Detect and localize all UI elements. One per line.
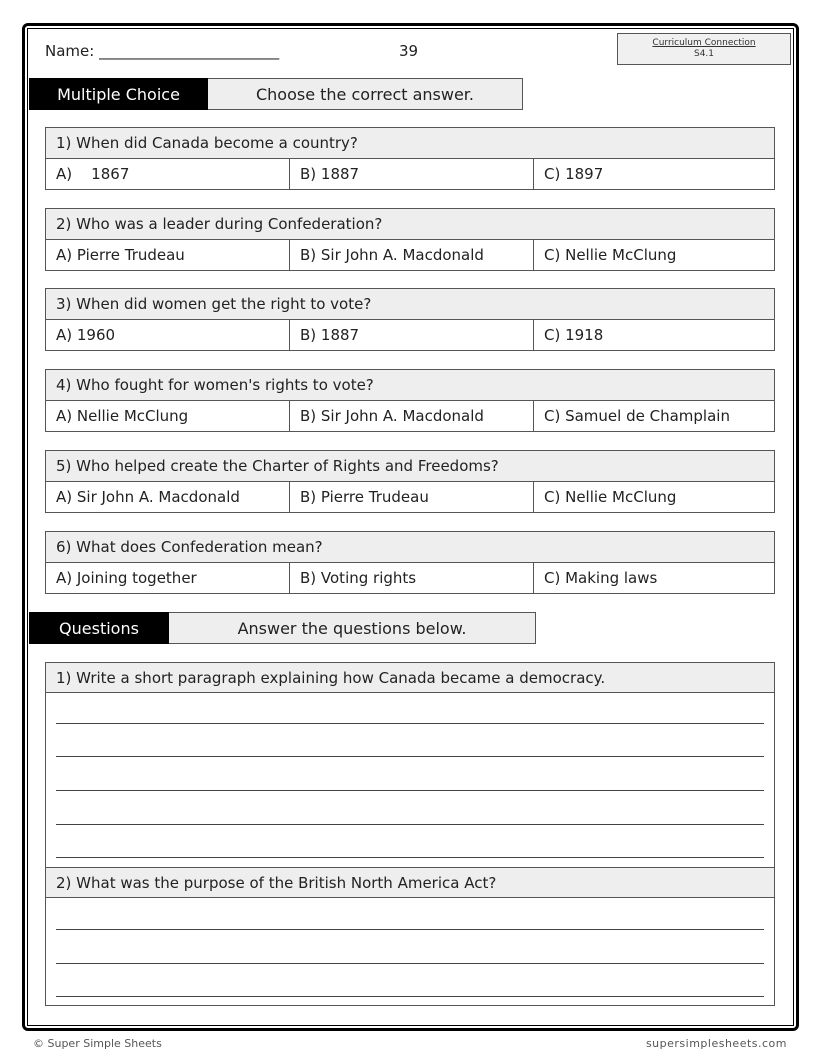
option-a[interactable]: A) Joining together xyxy=(56,569,197,587)
option-a[interactable]: A) Nellie McClung xyxy=(56,407,189,425)
mc-question-3 xyxy=(45,288,775,351)
multiple-choice-title: Multiple Choice xyxy=(29,78,208,110)
mc-question-6 xyxy=(45,531,775,594)
question-prompt: 1) Write a short paragraph explaining how Canada became a democracy. xyxy=(46,662,774,693)
mc-question-4 xyxy=(45,369,775,432)
website-link[interactable]: supersimplesheets.com xyxy=(645,1037,787,1050)
option-c[interactable]: C) Samuel de Champlain xyxy=(533,401,774,431)
option-b[interactable]: B) Sir John A. Macdonald xyxy=(289,240,533,270)
option-b[interactable]: B) Voting rights xyxy=(289,563,533,593)
option-a[interactable]: A) Sir John A. Macdonald xyxy=(56,488,240,506)
questions-title: Questions xyxy=(29,612,169,644)
option-b[interactable]: B) 1887 xyxy=(289,320,533,350)
questions-instruction: Answer the questions below. xyxy=(169,612,536,644)
mc-question-1 xyxy=(45,127,775,190)
option-a[interactable]: A) Pierre Trudeau xyxy=(56,246,185,264)
multiple-choice-header xyxy=(29,78,523,110)
option-c[interactable]: C) 1918 xyxy=(533,320,774,350)
answer-line[interactable] xyxy=(56,963,764,964)
mc-question-2 xyxy=(45,208,775,271)
answer-line[interactable] xyxy=(56,929,764,930)
question-prompt: 5) Who helped create the Charter of Rights and Freedoms? xyxy=(46,451,774,482)
option-c[interactable]: C) Nellie McClung xyxy=(533,240,774,270)
option-b[interactable]: B) Pierre Trudeau xyxy=(289,482,533,512)
name-field[interactable]: Name: ________________________ xyxy=(45,42,280,60)
option-a[interactable]: A) 1867 xyxy=(56,165,130,183)
answer-line[interactable] xyxy=(56,857,764,858)
option-c[interactable]: C) Nellie McClung xyxy=(533,482,774,512)
question-prompt: 6) What does Confederation mean? xyxy=(46,532,774,563)
question-prompt: 1) When did Canada become a country? xyxy=(46,128,774,159)
question-prompt: 3) When did women get the right to vote? xyxy=(46,289,774,320)
option-c[interactable]: C) Making laws xyxy=(533,563,774,593)
open-question-2 xyxy=(45,867,775,1006)
option-b[interactable]: B) Sir John A. Macdonald xyxy=(289,401,533,431)
curriculum-code: S4.1 xyxy=(693,49,715,59)
copyright-text: © Super Simple Sheets xyxy=(33,1037,162,1050)
question-prompt: 4) Who fought for women's rights to vote? xyxy=(46,370,774,401)
multiple-choice-instruction: Choose the correct answer. xyxy=(208,78,523,110)
answer-line[interactable] xyxy=(56,996,764,997)
page-number: 39 xyxy=(399,42,419,60)
curriculum-title: Curriculum Connection xyxy=(652,38,756,48)
curriculum-connection-box xyxy=(617,33,791,65)
question-prompt: 2) What was the purpose of the British North America Act? xyxy=(46,867,774,898)
answer-line[interactable] xyxy=(56,723,764,724)
option-c[interactable]: C) 1897 xyxy=(533,159,774,189)
mc-question-5 xyxy=(45,450,775,513)
question-prompt: 2) Who was a leader during Confederation? xyxy=(46,209,774,240)
answer-line[interactable] xyxy=(56,790,764,791)
answer-line[interactable] xyxy=(56,824,764,825)
option-b[interactable]: B) 1887 xyxy=(289,159,533,189)
questions-header xyxy=(29,612,536,644)
option-a[interactable]: A) 1960 xyxy=(56,326,116,344)
answer-line[interactable] xyxy=(56,756,764,757)
open-question-1 xyxy=(45,662,775,868)
